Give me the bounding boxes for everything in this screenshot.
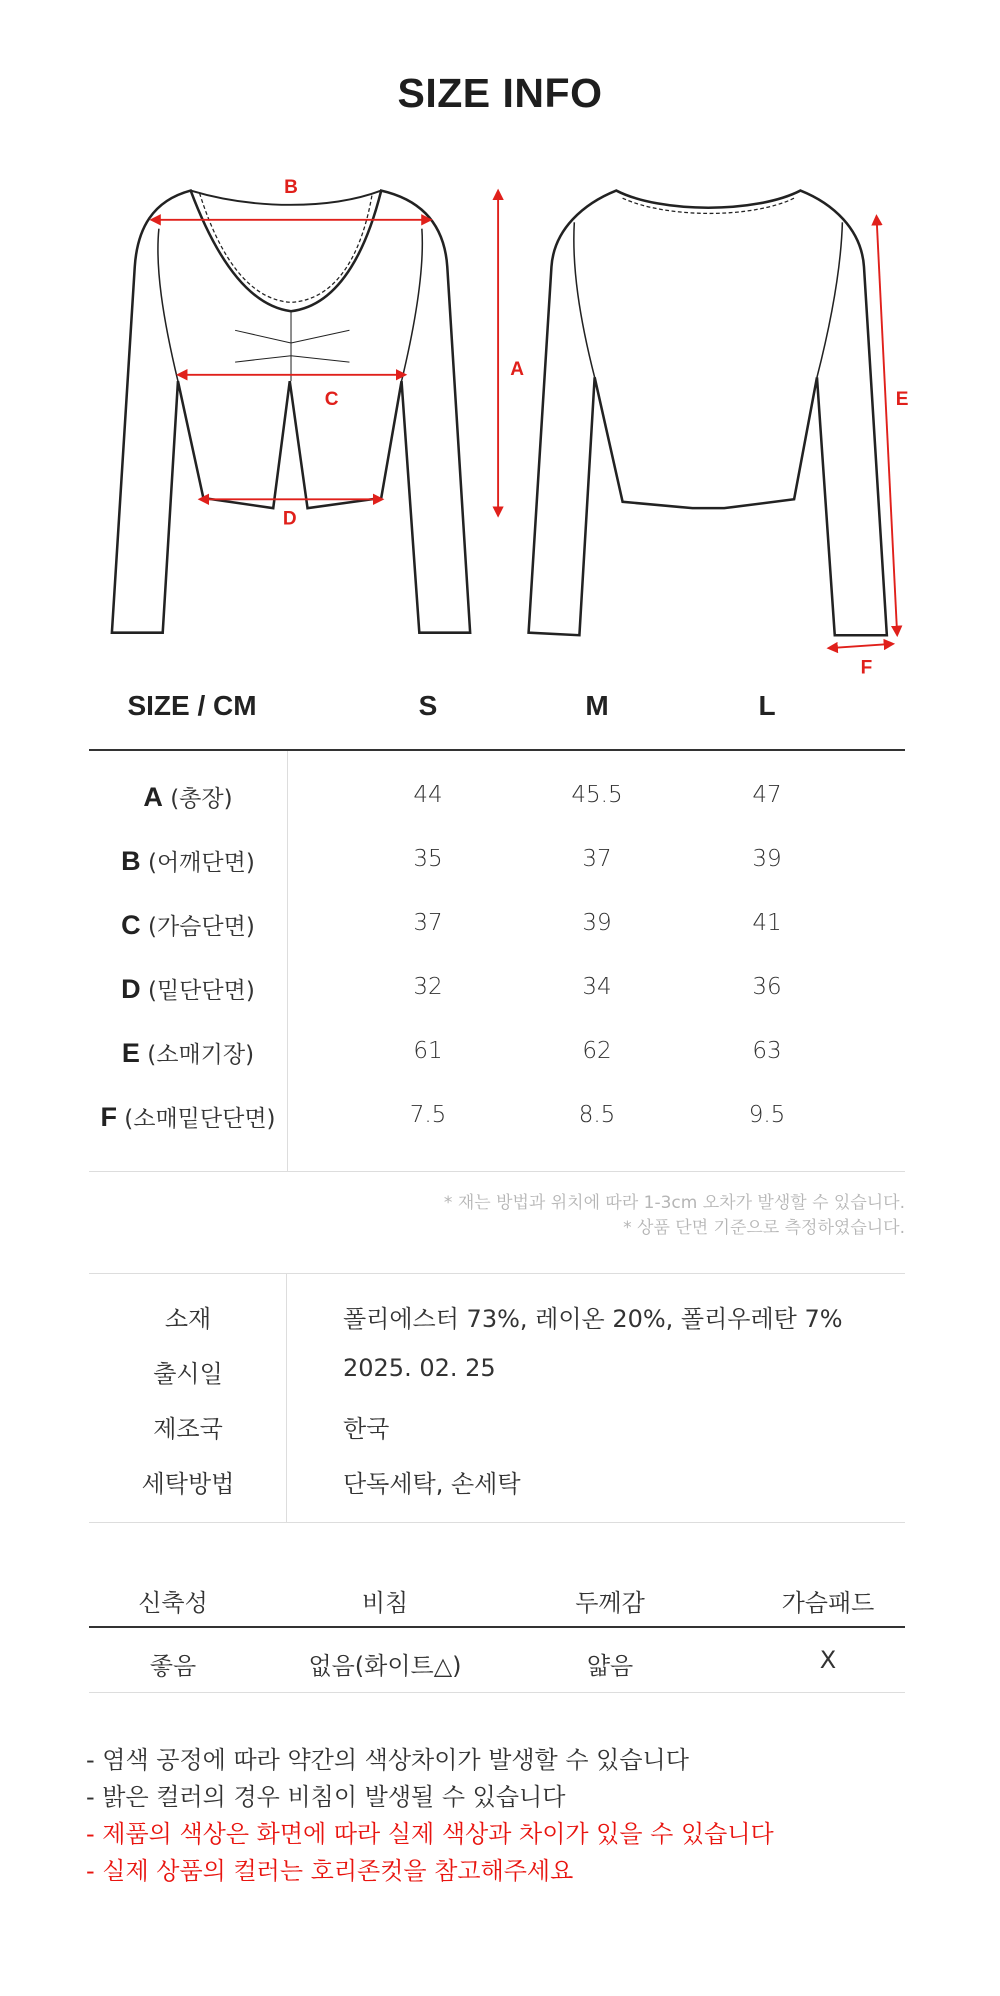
- size-value: 7.5: [409, 1102, 447, 1128]
- size-value: 37: [582, 846, 612, 872]
- note-line: - 실제 상품의 컬러는 호리존컷을 참고해주세요: [86, 1857, 574, 1885]
- size-row-label: D (밑단단면): [121, 974, 255, 1004]
- size-value: 8.5: [578, 1102, 616, 1128]
- size-value: 34: [582, 974, 612, 1000]
- size-value: 9.5: [748, 1102, 786, 1128]
- material-label: 출시일: [153, 1360, 223, 1388]
- size-value: 47: [752, 782, 782, 808]
- table-top-line: [89, 1273, 905, 1274]
- material-value: 2025. 02. 25: [343, 1354, 496, 1382]
- material-value: 한국: [343, 1415, 390, 1443]
- size-row-label: B (어깨단면): [121, 846, 255, 876]
- size-value: 37: [413, 910, 443, 936]
- size-col-m: M: [585, 690, 609, 721]
- feature-header: 두께감: [575, 1589, 645, 1617]
- size-row-label: F (소매밑단단면): [100, 1102, 276, 1132]
- size-value: 45.5: [571, 782, 623, 808]
- label-c: C: [324, 389, 339, 411]
- measure-e-arrow: [877, 220, 897, 632]
- measurement-note: * 상품 단면 기준으로 측정하였습니다.: [623, 1218, 905, 1238]
- feature-header: 가슴패드: [781, 1589, 875, 1617]
- note-line: - 밝은 컬러의 경우 비침이 발생될 수 있습니다: [86, 1783, 566, 1811]
- material-label: 소재: [164, 1305, 212, 1333]
- feature-value: 없음(화이트△): [308, 1652, 462, 1680]
- material-value: 폴리에스터 73%, 레이온 20%, 폴리우레탄 7%: [343, 1305, 843, 1333]
- front-garment: [112, 191, 470, 633]
- size-row-label: A (총장): [143, 782, 233, 812]
- note-line: - 염색 공정에 따라 약간의 색상차이가 발생할 수 있습니다: [86, 1746, 689, 1774]
- size-value: 61: [413, 1038, 443, 1064]
- measurement-note: * 재는 방법과 위치에 따라 1-3cm 오차가 발생할 수 있습니다.: [443, 1193, 905, 1213]
- size-value: 39: [582, 910, 612, 936]
- material-value: 단독세탁, 손세탁: [343, 1470, 521, 1498]
- size-col-l: L: [758, 690, 776, 721]
- size-value: 41: [752, 910, 782, 936]
- size-value: 35: [413, 846, 443, 872]
- table-bottom-line: [89, 1522, 905, 1523]
- size-header: SIZE / CM: [127, 690, 257, 721]
- size-value: 39: [752, 846, 782, 872]
- back-garment: [529, 191, 887, 636]
- size-value: 63: [752, 1038, 782, 1064]
- garment-size-diagram: [0, 0, 1000, 700]
- feature-value: 좋음: [149, 1652, 197, 1680]
- header-divider: [89, 1626, 905, 1628]
- feature-header: 비침: [361, 1589, 409, 1617]
- feature-value: X: [819, 1646, 837, 1674]
- table-bottom-line: [89, 1692, 905, 1693]
- size-value: 36: [752, 974, 782, 1000]
- material-label: 제조국: [153, 1415, 223, 1443]
- feature-header: 신축성: [138, 1589, 208, 1617]
- label-e: E: [895, 389, 909, 411]
- label-a: A: [510, 358, 525, 380]
- note-line: - 제품의 색상은 화면에 따라 실제 색상과 차이가 있을 수 있습니다: [86, 1820, 774, 1848]
- size-value: 62: [582, 1038, 612, 1064]
- header-divider: [89, 749, 905, 751]
- size-value: 32: [413, 974, 443, 1000]
- size-row-label: E (소매기장): [121, 1038, 255, 1068]
- size-row-label: C (가슴단면): [121, 910, 255, 940]
- measure-f-arrow: [832, 644, 889, 648]
- feature-value: 얇음: [586, 1652, 634, 1680]
- size-value: 44: [413, 782, 443, 808]
- label-d: D: [282, 508, 297, 530]
- table-bottom-line: [89, 1171, 905, 1172]
- material-label: 세탁방법: [141, 1470, 235, 1498]
- page-title: SIZE INFO: [397, 70, 603, 116]
- label-f: F: [860, 657, 873, 679]
- size-col-s: S: [418, 690, 438, 721]
- label-b: B: [284, 177, 298, 199]
